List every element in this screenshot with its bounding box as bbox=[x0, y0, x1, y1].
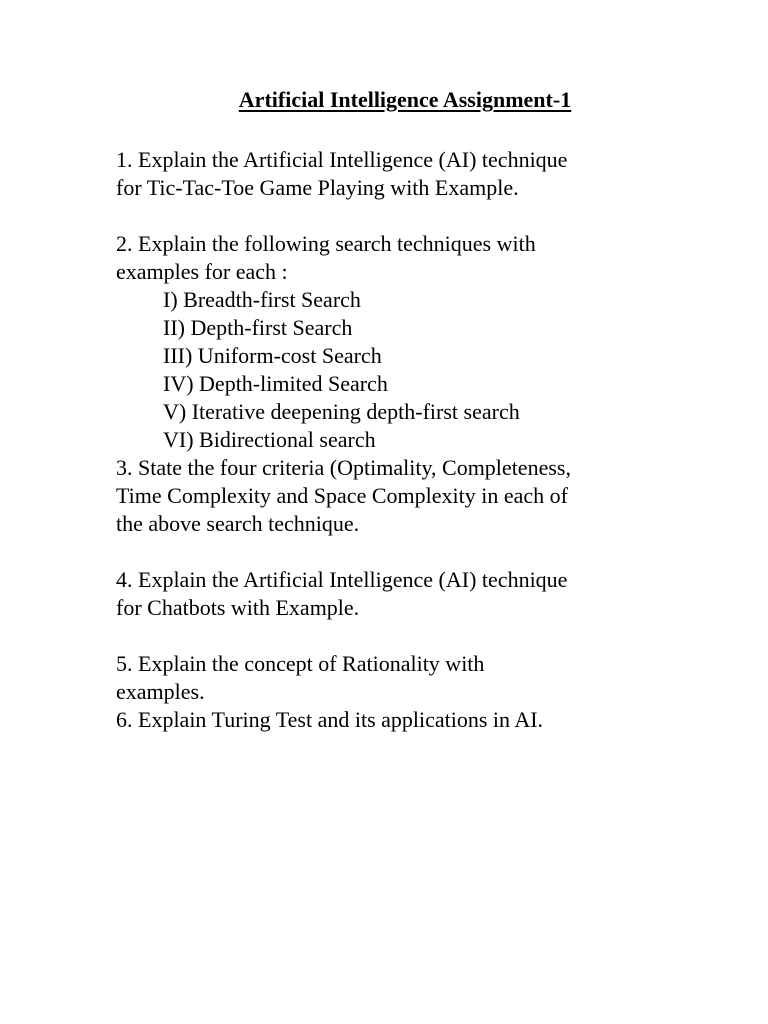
question-3-line-2: Time Complexity and Space Complexity in each of bbox=[116, 483, 568, 508]
question-5-line-2: examples. bbox=[116, 679, 205, 704]
search-item-4: IV) Depth-limited Search bbox=[163, 371, 388, 396]
question-4-line-1: 4. Explain the Artificial Intelligence (AI) technique bbox=[116, 567, 568, 592]
question-1-line-1: 1. Explain the Artificial Intelligence (AI) technique bbox=[116, 147, 568, 172]
question-3-line-3: the above search technique. bbox=[116, 511, 360, 536]
search-item-5: V) Iterative deepening depth-first search bbox=[163, 399, 520, 424]
question-4-line-2: for Chatbots with Example. bbox=[116, 595, 360, 620]
question-2-line-1: 2. Explain the following search techniques with bbox=[116, 231, 536, 256]
question-1-line-2: for Tic-Tac-Toe Game Playing with Example. bbox=[116, 175, 519, 200]
search-item-3: III) Uniform-cost Search bbox=[163, 343, 382, 368]
question-3-line-1: 3. State the four criteria (Optimality, Completeness, bbox=[116, 455, 571, 480]
question-2-line-2: examples for each : bbox=[116, 259, 288, 284]
document-title: Artificial Intelligence Assignment-1 bbox=[238, 87, 572, 112]
question-6-line-1: 6. Explain Turing Test and its applications in AI. bbox=[116, 707, 544, 732]
search-item-1: I) Breadth-first Search bbox=[163, 287, 361, 312]
search-item-6: VI) Bidirectional search bbox=[163, 427, 376, 452]
question-5-line-1: 5. Explain the concept of Rationality with bbox=[116, 651, 485, 676]
search-item-2: II) Depth-first Search bbox=[163, 315, 353, 340]
